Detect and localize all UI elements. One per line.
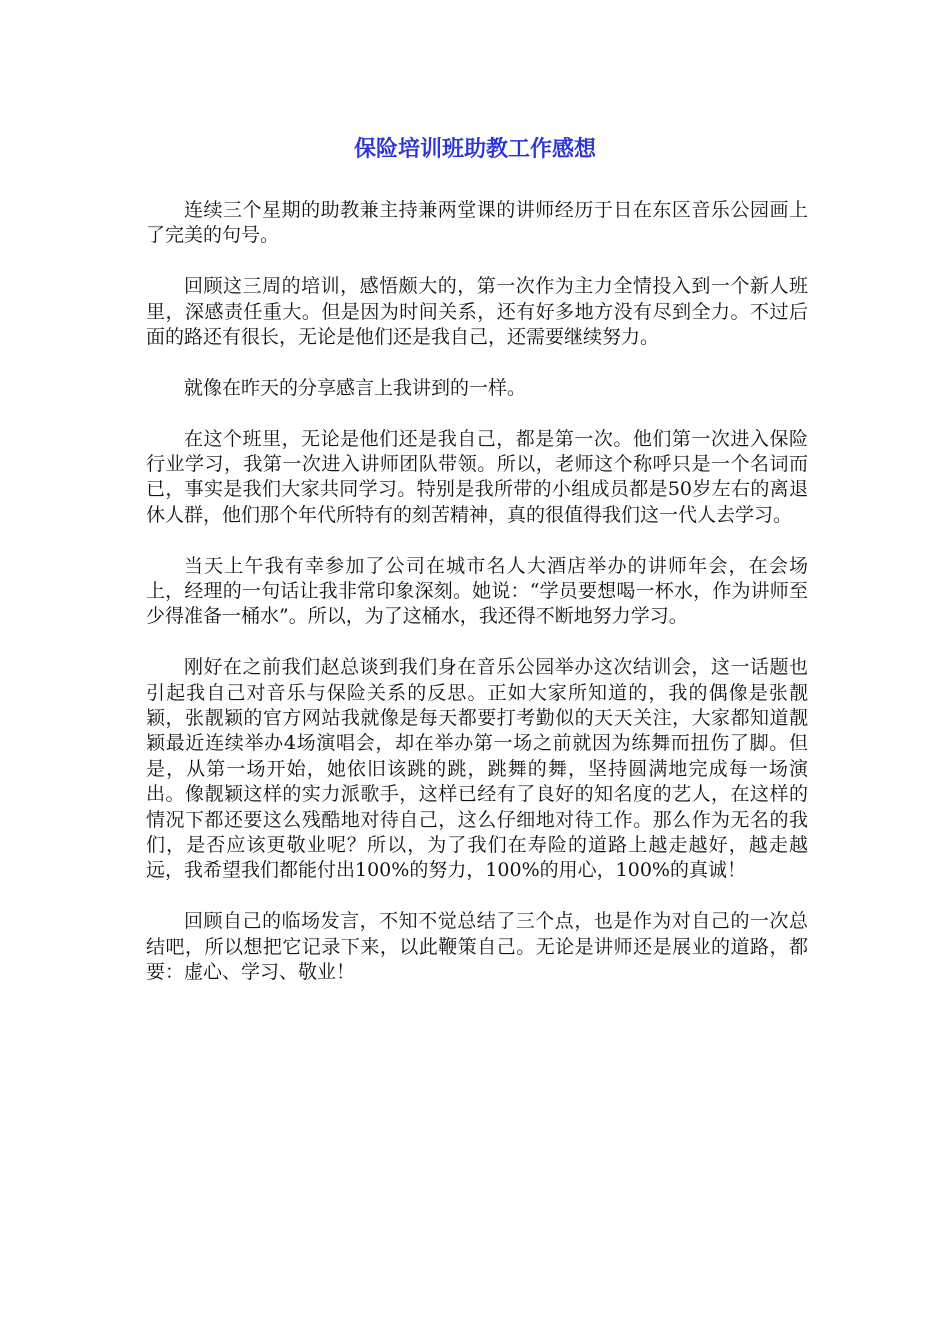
- document-title: 保险培训班助教工作感想: [353, 137, 596, 162]
- paragraph-4: 在这个班里，无论是他们还是我自己，都是第一次。他们第一次进入保险行业学习，我第一次进入讲师团队带领。所以，老师这个称呼只是一个名词而已，事实是我们大家共同学习。特别是我所带的小组成员都是50岁左右的离退休人群，他们那个年代所特有的刻苦精神，真的很值得我们这一代人去学习。: [146, 427, 808, 526]
- document-body: [146, 198, 808, 1011]
- paragraph-5: 当天上午我有幸参加了公司在城市名人大酒店举办的讲师年会，在会场上，经理的一句话让我非常印象深刻。她说：“学员要想喝一杯水，作为讲师至少得准备一桶水”。所以，为了这桶水，我还得不断地努力学习。: [146, 554, 808, 628]
- paragraph-1: 连续三个星期的助教兼主持兼两堂课的讲师经历于日在东区音乐公园画上了完美的句号。: [146, 199, 808, 247]
- paragraph-2: 回顾这三周的培训，感悟颇大的，第一次作为主力全情投入到一个新人班里，深感责任重大。但是因为时间关系，还有好多地方没有尽到全力。不过后面的路还有很长，无论是他们还是我自己，还需要继续努力。: [146, 275, 808, 349]
- paragraph-7: 回顾自己的临场发言，不知不觉总结了三个点，也是作为对自己的一次总结吧，所以想把它记录下来，以此鞭策自己。无论是讲师还是展业的道路，都要：虚心、学习、敬业！: [146, 910, 808, 984]
- paragraph-6: 刚好在之前我们赵总谈到我们身在音乐公园举办这次结训会，这一话题也引起我自己对音乐与保险关系的反思。正如大家所知道的，我的偶像是张靓颖，张靓颖的官方网站我就像是每天都要打考勤似的天天关注，大家都知道靓颖最近连续举办4场演唱会，却在举办第一场之前就因为练舞而扭伤了脚。但是，从第一场开始，她依旧该跳的跳，跳舞的舞，坚持圆满地完成每一场演出。像靓颖这样的实力派歌手，这样已经有了良好的知名度的艺人，在这样的情况下都还要这么残酷地对待自己，这么仔细地对待工作。那么作为无名的我们，是否应该更敬业呢？所以，为了我们在寿险的道路上越走越好，越走越远，我希望我们都能付出100%的努力，100%的用心，100%的真诚！: [146, 656, 808, 882]
- paragraph-3: 就像在昨天的分享感言上我讲到的一样。: [184, 376, 527, 399]
